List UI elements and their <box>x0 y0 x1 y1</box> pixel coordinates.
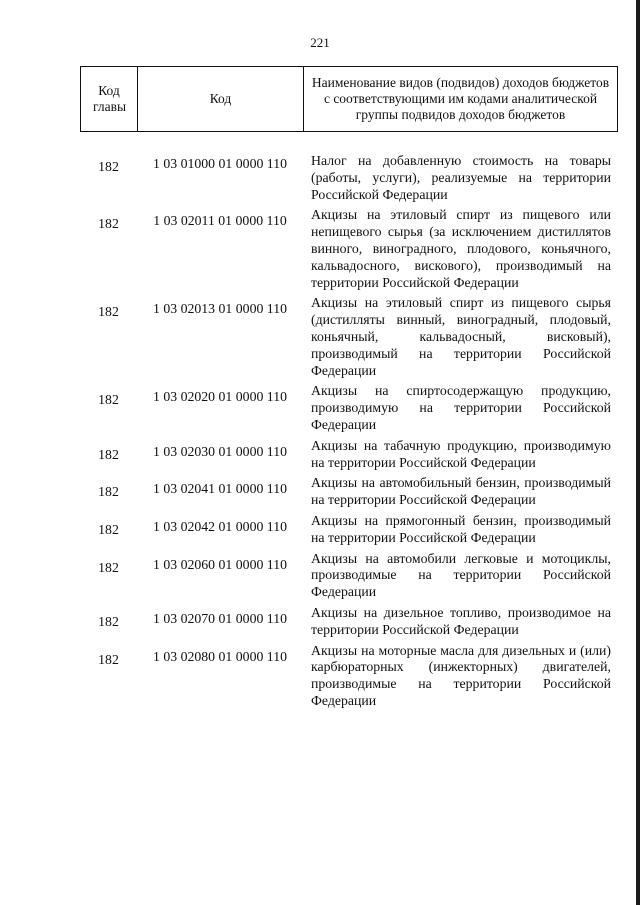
row-chapter-code: 182 <box>98 613 119 629</box>
row-chapter-code: 182 <box>98 159 119 174</box>
row-name: Акцизы на автомобильный бензин, производимый на территории Российской Федерации <box>311 475 611 508</box>
table-row <box>80 383 617 437</box>
row-chapter-code: 182 <box>98 392 119 408</box>
row-code: 1 03 02080 01 0000 110 <box>152 648 287 664</box>
row-chapter-code: 182 <box>98 216 119 232</box>
row-code: 1 03 02030 01 0000 110 <box>152 443 287 459</box>
row-name: Акцизы на прямогонный бензин, производимый на территории Российской Федерации <box>311 512 611 545</box>
row-code: 1 03 02020 01 0000 110 <box>152 389 287 405</box>
table-row <box>80 438 617 476</box>
row-name: Налог на добавленную стоимость на товары (работы, услуги), реализуемые на территории Российской Федерации <box>311 153 611 202</box>
scan-edge <box>636 0 640 905</box>
row-chapter-code: 182 <box>98 446 119 462</box>
table-row <box>80 643 617 714</box>
revenue-table <box>80 150 617 714</box>
row-chapter-code: 182 <box>98 651 119 667</box>
row-name: Акцизы на этиловый спирт из пищевого или непищевого сырья (за исключением дистиллятов винного, виноградного, плодового, коньячного, кальвадосного, вискового), производимый на территории Российской Федерации <box>311 207 611 290</box>
table-row <box>80 551 617 605</box>
table-row <box>80 207 617 295</box>
row-code: 1 03 02013 01 0000 110 <box>152 301 287 317</box>
table-header <box>80 66 618 132</box>
row-name: Акцизы на моторные масла для дизельных и (или) карбюраторных (инжекторных) двигателей, производимые на территории Российской Федерации <box>311 642 611 708</box>
row-code: 1 03 02011 01 0000 110 <box>153 213 287 229</box>
row-code: 1 03 02042 01 0000 110 <box>152 518 287 534</box>
table-row <box>80 605 617 643</box>
revenue-table-body <box>80 150 617 714</box>
table-row <box>80 150 617 207</box>
table-row <box>80 513 617 551</box>
table-row <box>80 475 617 513</box>
header-chapter-code: Код главы <box>81 67 138 132</box>
row-code: 1 03 01000 01 0000 110 <box>152 156 287 171</box>
header-code: Код <box>138 67 304 132</box>
row-name: Акцизы на табачную продукцию, производимую на территории Российской Федерации <box>311 437 611 470</box>
row-name: Акцизы на автомобили легковые и мотоциклы, производимые на территории Российской Федерации <box>311 550 611 600</box>
row-chapter-code: 182 <box>98 559 119 575</box>
row-chapter-code: 182 <box>98 304 119 320</box>
header-name: Наименование видов (подвидов) доходов бюджетов с соответствующими им кодами аналитической группы подвидов доходов бюджетов <box>304 67 618 132</box>
row-code: 1 03 02060 01 0000 110 <box>152 556 287 572</box>
page-number: 221 <box>310 35 330 50</box>
row-code: 1 03 02070 01 0000 110 <box>152 610 287 626</box>
row-code: 1 03 02041 01 0000 110 <box>152 481 287 497</box>
row-name: Акцизы на спиртосодержащую продукцию, производимую на территории Российской Федерации <box>311 383 611 432</box>
table-row <box>80 295 617 383</box>
row-name: Акцизы на дизельное топливо, производимое на территории Российской Федерации <box>311 604 611 637</box>
row-name: Акцизы на этиловый спирт из пищевого сырья (дистилляты винный, виноградный, плодовый, коньячный, кальвадосный, висковый), производимый на территории Российской Федерации <box>311 295 611 378</box>
row-chapter-code: 182 <box>98 521 119 537</box>
row-chapter-code: 182 <box>98 484 119 500</box>
